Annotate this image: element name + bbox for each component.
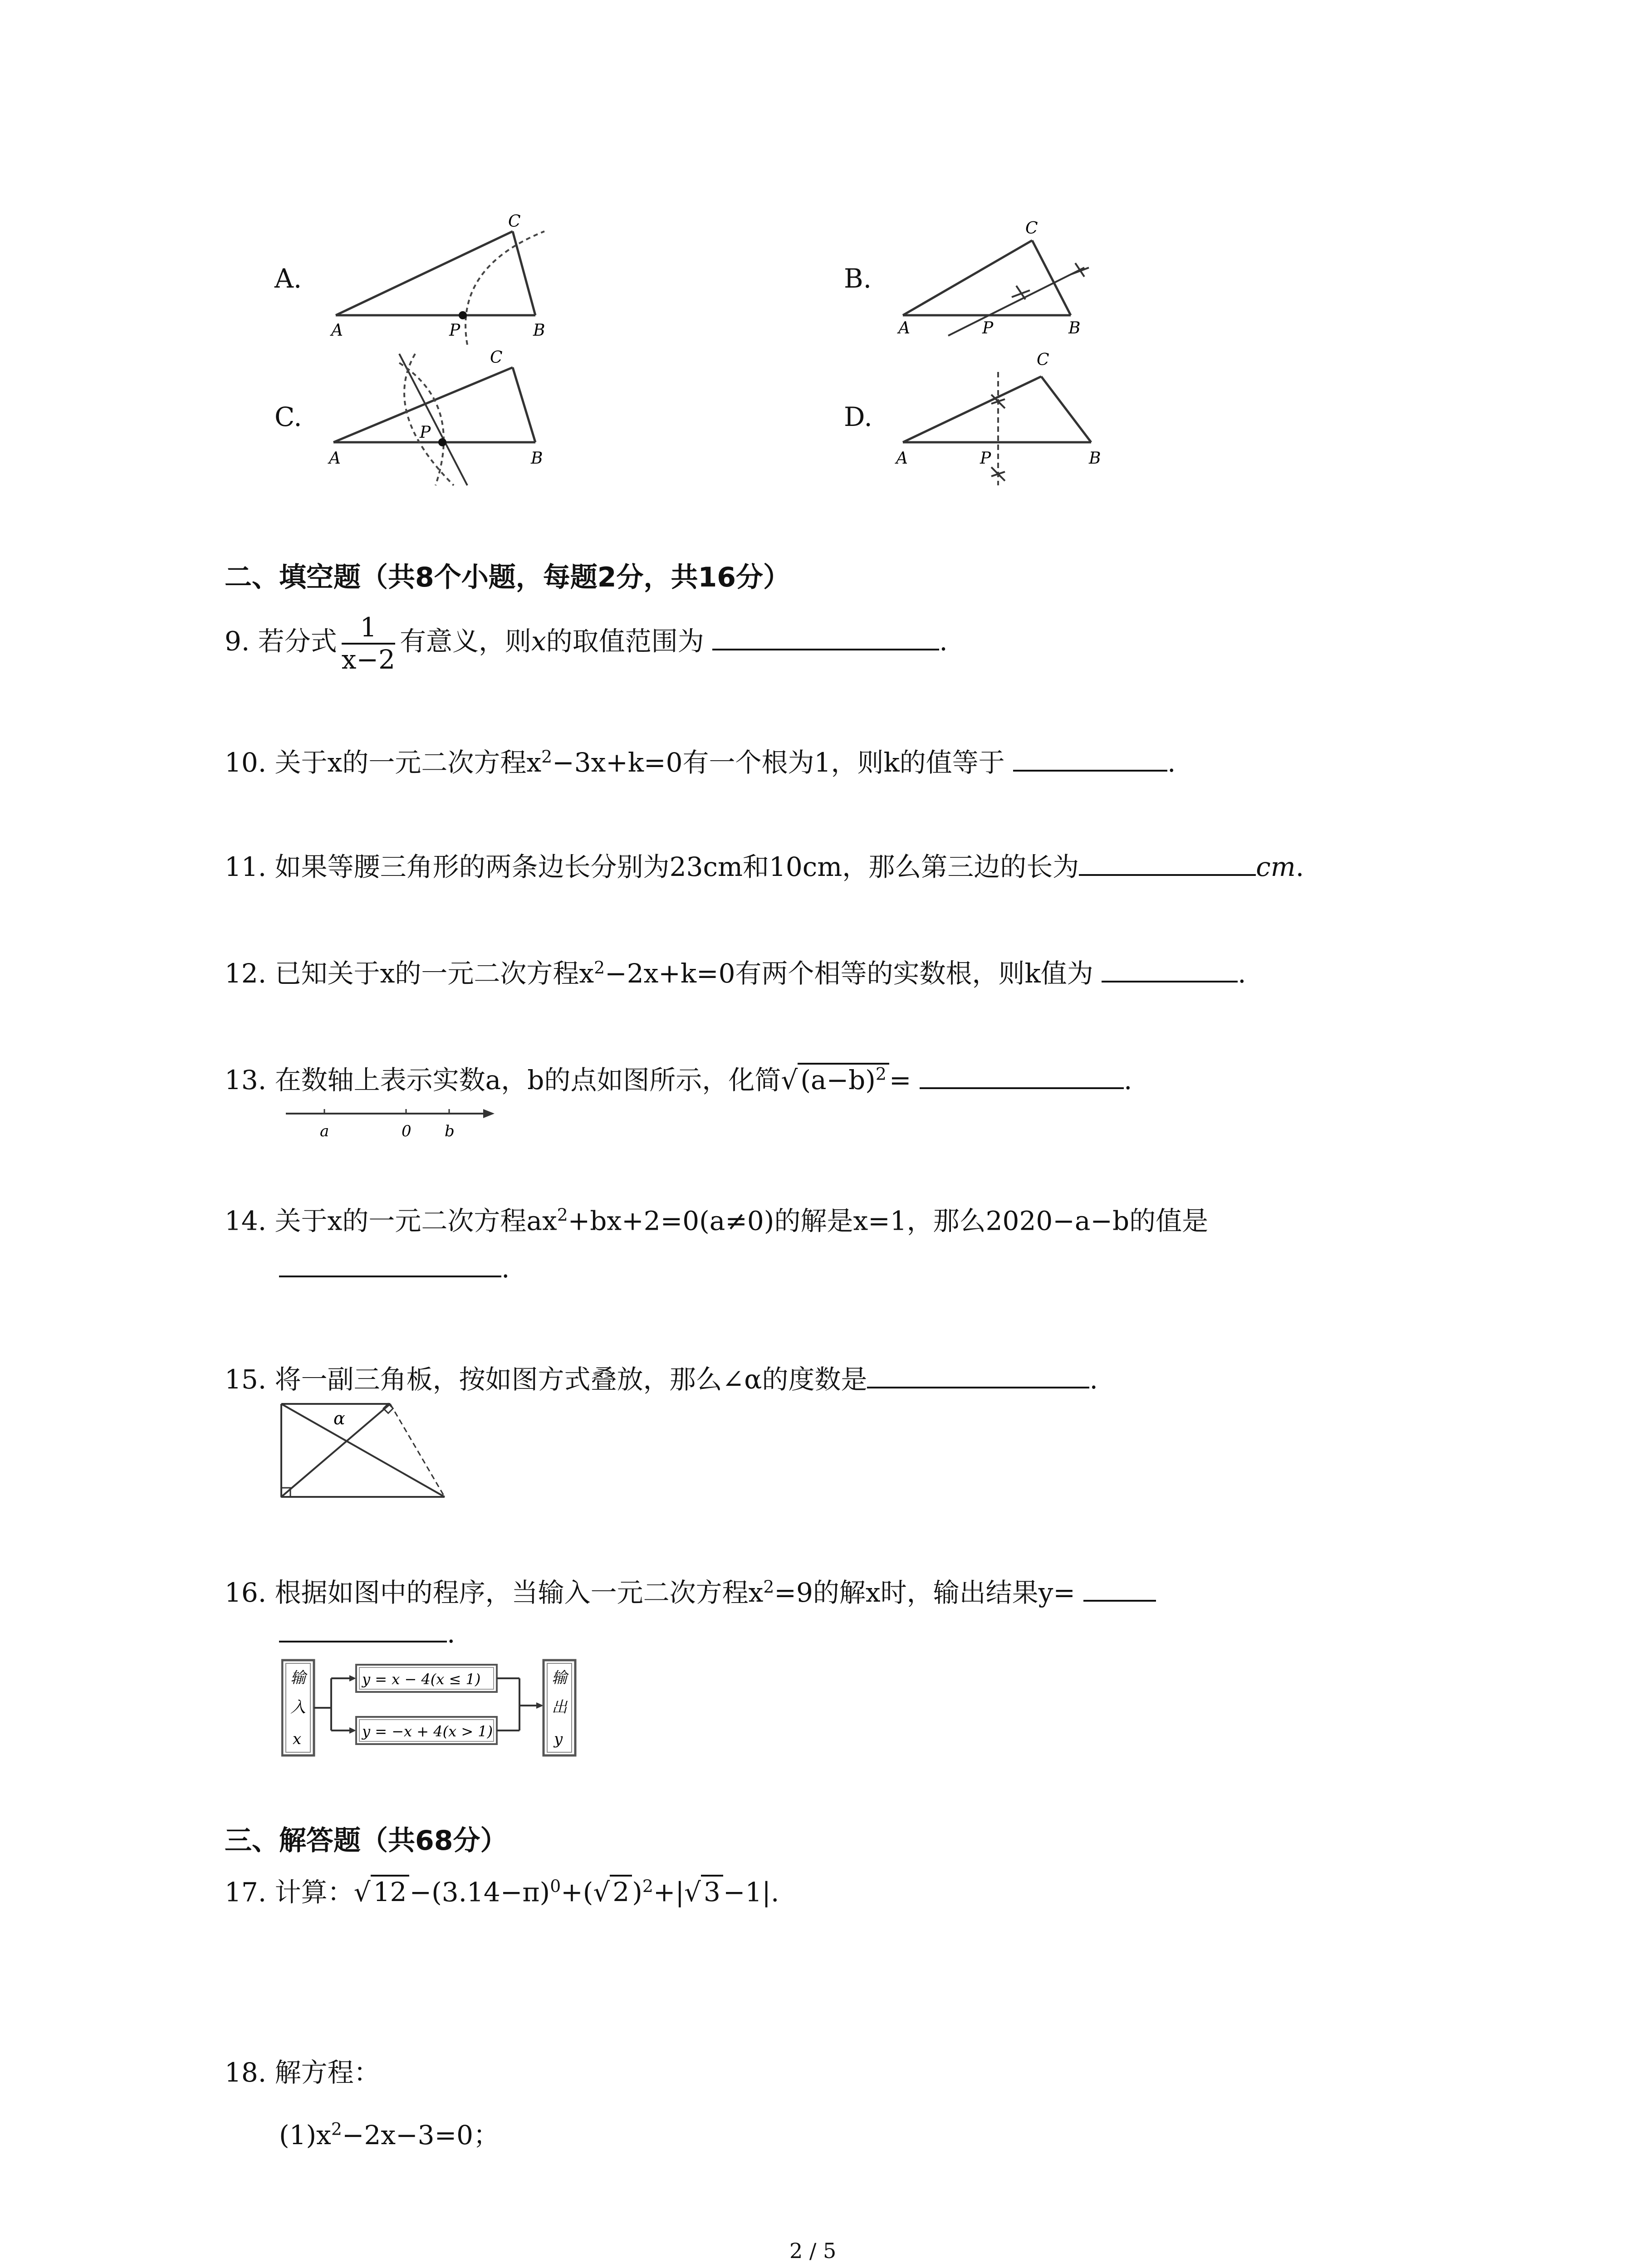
- svg-text:P: P: [982, 319, 994, 337]
- triangle-ruler-figure: [277, 1399, 458, 1501]
- answer-blank[interactable]: [279, 1617, 447, 1642]
- radical-sign: √: [781, 1065, 798, 1096]
- label-c: C: [508, 212, 521, 231]
- question-14: 14. 关于x的一元二次方程$ax^2+bx+2=0(a\ne 0)$的解是x=1，那么2020−a−b的值是: [225, 1205, 1209, 1237]
- option-b-label: B.: [844, 263, 872, 294]
- number-line: [281, 1100, 499, 1145]
- question-9: 9. 若分式 $\frac{1}{x-2}$ 有意义，则x的取值范围为 .: [225, 612, 948, 675]
- answer-blank[interactable]: [1079, 850, 1256, 876]
- option-c-label: C.: [274, 401, 302, 432]
- svg-text:入: 入: [290, 1698, 306, 1716]
- svg-text:B: B: [1089, 449, 1101, 468]
- svg-text:0: 0: [402, 1122, 411, 1140]
- question-11: 11. 如果等腰三角形的两条边长分别为23cm和10cm，那么第三边的长为 cm.: [225, 850, 1304, 880]
- svg-text:y: y: [554, 1730, 563, 1748]
- page-number: 2 / 5: [789, 2239, 837, 2263]
- question-13: 13. 在数轴上表示实数a，b的点如图所示，化简√ $(a-b)^2$ = .: [225, 1064, 1132, 1093]
- svg-text:a: a: [320, 1122, 329, 1140]
- question-15: 15. 将一副三角板，按如图方式叠放，那么∠α的度数是 .: [225, 1363, 1098, 1393]
- label-p: P: [449, 321, 460, 340]
- svg-text:b: b: [445, 1122, 455, 1140]
- answer-blank[interactable]: [279, 1252, 501, 1277]
- question-18: 18. 解方程：: [225, 2057, 380, 2088]
- svg-text:输: 输: [290, 1669, 306, 1687]
- answer-blank[interactable]: [920, 1064, 1124, 1089]
- figure-option-b: [889, 213, 1143, 345]
- section-3-heading: 三、解答题（共68分）: [225, 1825, 508, 1857]
- svg-text:A: A: [896, 449, 908, 468]
- svg-text:P: P: [980, 449, 991, 468]
- question-17: 17. 计算：√ $12 -(3.14-\pi)^0+(√$ 2 )$^2$+|√ 3 −1|.: [225, 1878, 779, 1905]
- answer-blank[interactable]: [1102, 957, 1238, 982]
- svg-text:α: α: [333, 1408, 345, 1428]
- answer-blank[interactable]: [1013, 746, 1167, 772]
- svg-text:B: B: [531, 449, 543, 468]
- figure-option-c: [318, 345, 572, 494]
- figure-option-d: [889, 345, 1143, 494]
- option-d-label: D.: [844, 401, 872, 432]
- svg-text:A: A: [898, 319, 910, 337]
- figure-option-a: [318, 209, 572, 345]
- answer-blank[interactable]: [867, 1363, 1089, 1388]
- svg-text:x: x: [293, 1730, 302, 1748]
- svg-text:出: 出: [552, 1698, 567, 1716]
- question-18-part-1: $(1)x^2-2x-3=0$；: [279, 2119, 500, 2151]
- svg-text:C: C: [1037, 351, 1049, 369]
- svg-text:P: P: [420, 423, 431, 442]
- question-16-answer: .: [279, 1617, 455, 1649]
- fraction: $\frac{1}{x-2}$: [341, 612, 395, 675]
- svg-text:C: C: [1025, 219, 1038, 238]
- svg-text:C: C: [490, 348, 503, 367]
- section-2-heading: 二、填空题（共8个小题，每题2分，共16分）: [225, 562, 790, 593]
- program-flowchart: [281, 1658, 581, 1760]
- flow-formula-2: y = −x + 4(x > 1): [362, 1723, 493, 1740]
- question-16: 16. 根据如图中的程序，当输入一元二次方程$x^2=9$的解x时，输出结果y=: [225, 1576, 1156, 1606]
- option-a-label: A.: [274, 263, 302, 294]
- svg-text:A: A: [329, 449, 341, 468]
- flow-formula-1: y = x − 4(x ≤ 1): [362, 1671, 481, 1688]
- label-b: B: [533, 321, 545, 340]
- label-a: A: [331, 321, 343, 340]
- svg-text:B: B: [1068, 319, 1081, 337]
- answer-blank[interactable]: [712, 625, 939, 650]
- question-10: 10. 关于x的一元二次方程$x^2-3x+k=0$有一个根为1，则k的值等于 .: [225, 746, 1176, 778]
- question-12: 12. 已知关于x的一元二次方程$x^2-2x+k=0$有两个相等的实数根，则k值为 .: [225, 957, 1246, 989]
- answer-blank[interactable]: [1083, 1576, 1156, 1602]
- question-14-answer: .: [279, 1252, 509, 1284]
- svg-text:输: 输: [552, 1669, 567, 1687]
